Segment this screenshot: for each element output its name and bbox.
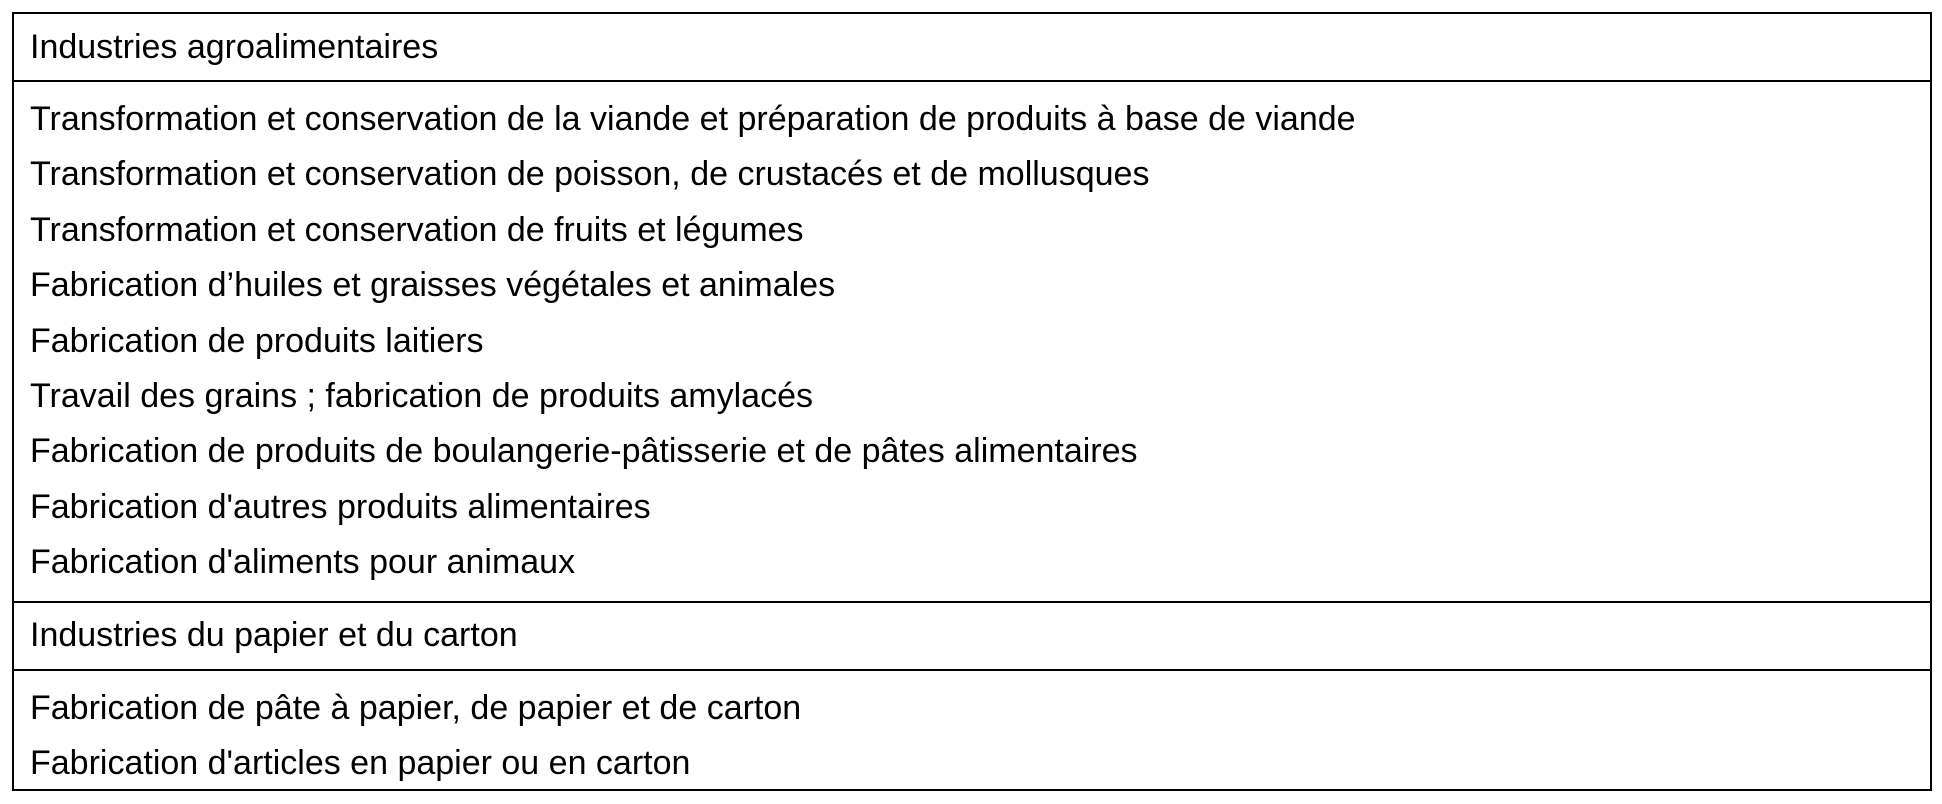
table-row: Fabrication de pâte à papier, de papier et de carton — [30, 688, 802, 727]
table-row: Fabrication d'articles en papier ou en carton — [30, 743, 691, 782]
section-body-agroalimentaires — [14, 82, 1930, 603]
industry-table — [12, 12, 1932, 791]
table-row: Fabrication de produits de boulangerie-pâtisserie et de pâtes alimentaires — [30, 432, 1138, 471]
table-row: Transformation et conservation de poisson, de crustacés et de mollusques — [30, 155, 1150, 194]
table-row: Fabrication d’huiles et graisses végétales et animales — [30, 266, 836, 305]
section-header-agroalimentaires: Industries agroalimentaires — [14, 14, 1930, 82]
section-body-papier-carton — [14, 671, 1930, 802]
table-row: Transformation et conservation de la viande et préparation de produits à base de viande — [30, 100, 1356, 138]
table-row: Transformation et conservation de fruits et légumes — [30, 210, 804, 249]
section-header-papier-carton: Industries du papier et du carton — [14, 603, 1930, 671]
table-row: Travail des grains ; fabrication de produits amylacés — [30, 376, 813, 415]
table-row: Fabrication d'autres produits alimentaires — [30, 487, 651, 526]
table-row: Fabrication de produits laitiers — [30, 321, 484, 360]
table-row: Fabrication d'aliments pour animaux — [30, 543, 576, 582]
